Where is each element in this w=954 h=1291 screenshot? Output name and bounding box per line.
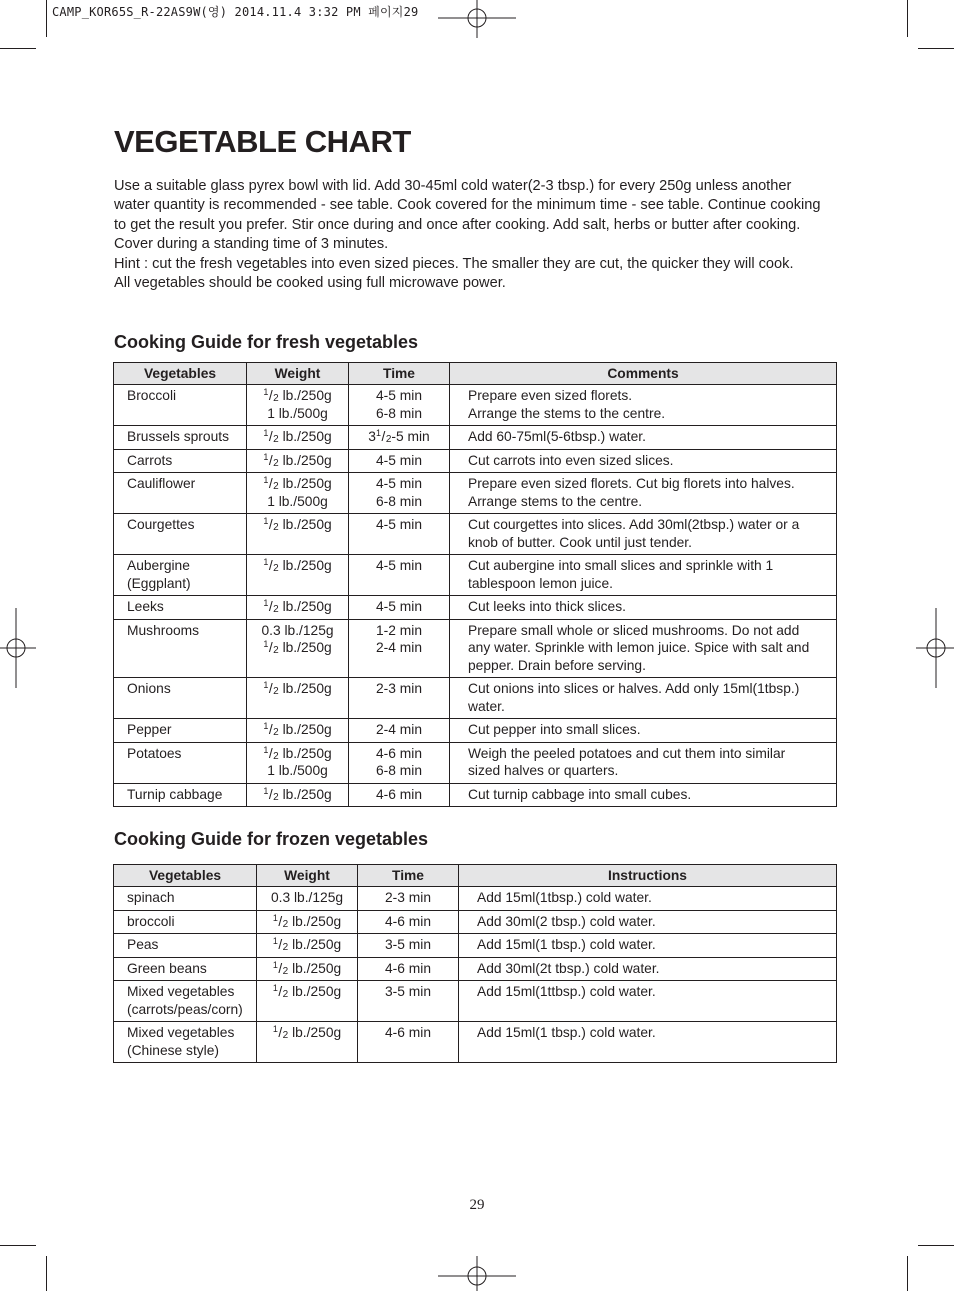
vegetable-cell bbox=[114, 742, 247, 783]
half-fraction-glyph: $^1/_2$ bbox=[263, 744, 279, 762]
comment-line: Cut aubergine into small slices and sprinkle with 1 bbox=[468, 558, 774, 573]
time-value: 1-2 min bbox=[375, 622, 422, 638]
half-fraction-glyph: $^1/_2$ bbox=[263, 639, 279, 656]
comment-line: Prepare small whole or sliced mushrooms. Do not add bbox=[468, 622, 800, 638]
comment-cell bbox=[459, 957, 837, 981]
time-cell bbox=[358, 934, 459, 958]
comment-line: Add 60-75ml(5-6tbsp.) water. bbox=[468, 429, 646, 444]
comment-line: pepper. Drain before serving. bbox=[468, 657, 646, 673]
comment-cell bbox=[450, 619, 837, 678]
table-row bbox=[114, 719, 837, 743]
table-row bbox=[114, 783, 837, 807]
crop-mark bbox=[46, 0, 47, 37]
vegetable-cell bbox=[114, 473, 247, 514]
time-value: 6-8 min bbox=[375, 493, 422, 509]
time-value: $3^1/_2-5$ min bbox=[368, 428, 430, 445]
weight-cell bbox=[247, 619, 349, 678]
half-fraction-glyph: $^1/_2$ bbox=[263, 516, 279, 533]
comment-cell bbox=[450, 783, 837, 807]
intro-hint: Hint : cut the fresh vegetables into even sized pieces. The smaller they are cut, the quicker they will cook. bbox=[114, 255, 794, 272]
comment-cell bbox=[450, 514, 837, 555]
intro-text bbox=[114, 177, 830, 293]
comment-line: Cut pepper into small slices. bbox=[468, 722, 641, 737]
time-value: 4-6 min bbox=[384, 1025, 431, 1040]
vegetable-cell bbox=[114, 934, 257, 958]
column-header-vegetables: Vegetables bbox=[114, 865, 257, 887]
vegetable-cell bbox=[114, 385, 247, 426]
comment-cell bbox=[450, 449, 837, 473]
table-row bbox=[114, 514, 837, 555]
time-cell bbox=[349, 719, 450, 743]
time-value: 3-5 min bbox=[384, 937, 431, 952]
weight-value: $^1/_2$ lb./250g bbox=[272, 983, 342, 1000]
weight-cell bbox=[257, 957, 358, 981]
time-cell bbox=[349, 783, 450, 807]
table-row bbox=[114, 1022, 837, 1063]
time-cell bbox=[349, 426, 450, 450]
comment-cell bbox=[450, 596, 837, 620]
comment-line: Prepare even sized florets. bbox=[468, 388, 633, 403]
time-cell bbox=[358, 957, 459, 981]
crop-mark bbox=[907, 1256, 908, 1291]
comment-line: Add 15ml(1ttbsp.) cold water. bbox=[477, 984, 656, 999]
comment-line: Arrange the stems to the centre. bbox=[468, 405, 666, 421]
vegetable-name: broccoli bbox=[127, 913, 175, 929]
comment-cell bbox=[450, 719, 837, 743]
time-cell bbox=[349, 555, 450, 596]
weight-cell bbox=[257, 887, 358, 911]
weight-cell bbox=[257, 934, 358, 958]
half-fraction-glyph: $^1/_2$ bbox=[263, 721, 279, 738]
time-value: 6-8 min bbox=[375, 405, 422, 421]
vegetable-name: Aubergine (Eggplant) bbox=[127, 558, 191, 591]
weight-value: 1 lb./500g bbox=[267, 763, 328, 778]
vegetable-cell bbox=[114, 555, 247, 596]
time-value: 2-3 min bbox=[375, 681, 422, 696]
time-value: 6-8 min bbox=[375, 763, 422, 778]
comment-line: knob of butter. Cook until just tender. bbox=[468, 534, 692, 550]
weight-value: $^1/_2$ lb./250g bbox=[263, 516, 332, 533]
comment-cell bbox=[459, 981, 837, 1022]
vegetable-cell bbox=[114, 981, 257, 1022]
time-value: 4-5 min bbox=[375, 517, 422, 532]
vegetable-cell bbox=[114, 719, 247, 743]
crop-mark bbox=[918, 48, 954, 49]
time-value: 4-6 min bbox=[384, 913, 431, 929]
column-header-time: Time bbox=[358, 865, 459, 887]
registration-mark-icon bbox=[916, 608, 954, 688]
table-row bbox=[114, 596, 837, 620]
weight-cell bbox=[257, 981, 358, 1022]
time-cell bbox=[349, 473, 450, 514]
half-fraction-glyph: $^1/_2$ bbox=[375, 428, 392, 445]
time-cell bbox=[358, 981, 459, 1022]
vegetable-name: Pepper bbox=[127, 722, 172, 737]
vegetable-cell bbox=[114, 910, 257, 934]
half-fraction-glyph: $^1/_2$ bbox=[263, 387, 279, 404]
time-cell bbox=[358, 1022, 459, 1063]
comment-line: Weigh the peeled potatoes and cut them into similar bbox=[468, 745, 786, 761]
weight-cell bbox=[247, 426, 349, 450]
comment-line: Cut courgettes into slices. Add 30ml(2tbsp.) water or a bbox=[468, 517, 800, 532]
half-fraction-glyph: $^1/_2$ bbox=[272, 912, 289, 930]
weight-value: 1 lb./500g bbox=[267, 405, 328, 421]
page-title: VEGETABLE CHART bbox=[114, 124, 411, 159]
vegetable-name: Peas bbox=[127, 937, 159, 952]
time-cell bbox=[349, 678, 450, 719]
vegetable-cell bbox=[114, 783, 247, 807]
comment-cell bbox=[450, 678, 837, 719]
comment-cell bbox=[459, 934, 837, 958]
weight-value: $^1/_2$ lb./250g bbox=[263, 744, 332, 762]
time-cell bbox=[349, 742, 450, 783]
table-header-row bbox=[114, 865, 837, 887]
comment-line: Add 30ml(2 tbsp.) cold water. bbox=[477, 913, 656, 929]
weight-value: 0.3 lb./125g bbox=[261, 622, 334, 638]
time-value: 2-4 min bbox=[375, 722, 422, 737]
half-fraction-glyph: $^1/_2$ bbox=[272, 983, 289, 1000]
half-fraction-glyph: $^1/_2$ bbox=[263, 428, 279, 445]
vegetable-name: Brussels sprouts bbox=[127, 429, 229, 444]
vegetable-name: spinach bbox=[127, 890, 175, 905]
table-row bbox=[114, 981, 837, 1022]
crop-mark bbox=[0, 48, 36, 49]
table-row bbox=[114, 742, 837, 783]
vegetable-name: Onions bbox=[127, 681, 171, 696]
comment-line: Arrange stems to the centre. bbox=[468, 493, 643, 509]
weight-cell bbox=[247, 514, 349, 555]
table-row bbox=[114, 934, 837, 958]
weight-cell bbox=[247, 596, 349, 620]
time-value: 2-3 min bbox=[384, 890, 431, 905]
weight-value: 0.3 lb./125g bbox=[270, 890, 344, 905]
half-fraction-glyph: $^1/_2$ bbox=[263, 451, 279, 469]
time-cell bbox=[349, 619, 450, 678]
intro-paragraph: Use a suitable glass pyrex bowl with lid. Add 30-45ml cold water(2-3 tbsp.) for every 250g unless another water quantity is recommended - see table. Cook covered for the minimum time - see table. Continue cooking to get the result you prefer. Stir once during and once after cooking. Add salt, herbs or butter after cooking. Cover during a standing time of 3 minutes. bbox=[114, 178, 821, 253]
half-fraction-glyph: $^1/_2$ bbox=[263, 598, 279, 615]
time-cell bbox=[358, 910, 459, 934]
weight-cell bbox=[257, 910, 358, 934]
half-fraction-glyph: $^1/_2$ bbox=[272, 959, 289, 977]
weight-value: $^1/_2$ lb./250g bbox=[263, 557, 332, 574]
comment-line: water. bbox=[468, 698, 505, 714]
frozen-guide-heading: Cooking Guide for frozen vegetables bbox=[114, 829, 429, 849]
table-row bbox=[114, 910, 837, 934]
time-value: 4-5 min bbox=[375, 599, 422, 614]
table-row bbox=[114, 678, 837, 719]
table-row bbox=[114, 449, 837, 473]
half-fraction-glyph: $^1/_2$ bbox=[272, 1024, 289, 1041]
weight-value: $^1/_2$ lb./250g bbox=[263, 639, 332, 656]
comment-line: Add 15ml(1tbsp.) cold water. bbox=[477, 890, 652, 905]
weight-cell bbox=[257, 1022, 358, 1063]
comment-line: Cut onions into slices or halves. Add only 15ml(1tbsp.) bbox=[468, 681, 800, 696]
weight-cell bbox=[247, 449, 349, 473]
weight-value: $^1/_2$ lb./250g bbox=[263, 428, 332, 445]
weight-value: $^1/_2$ lb./250g bbox=[272, 1024, 342, 1041]
fresh-vegetables-table bbox=[113, 362, 837, 807]
time-value: 3-5 min bbox=[384, 984, 431, 999]
weight-value: $^1/_2$ lb./250g bbox=[263, 475, 332, 492]
table-header-row bbox=[114, 363, 837, 385]
weight-cell bbox=[247, 555, 349, 596]
weight-value: $^1/_2$ lb./250g bbox=[263, 451, 332, 469]
vegetable-cell bbox=[114, 619, 247, 678]
weight-value: $^1/_2$ lb./250g bbox=[272, 936, 342, 953]
weight-cell bbox=[247, 385, 349, 426]
weight-value: $^1/_2$ lb./250g bbox=[263, 680, 332, 697]
vegetable-name: Broccoli bbox=[127, 388, 177, 403]
table-row bbox=[114, 426, 837, 450]
vegetable-cell bbox=[114, 426, 247, 450]
print-header: CAMP_KOR65S_R-22AS9W(영) 2014.11.4 3:32 PM 페이지29 bbox=[52, 5, 419, 19]
vegetable-name: Cauliflower bbox=[127, 476, 196, 491]
table-row bbox=[114, 957, 837, 981]
weight-value: 1 lb./500g bbox=[267, 493, 328, 509]
time-cell bbox=[349, 596, 450, 620]
comment-cell bbox=[459, 1022, 837, 1063]
time-value: 4-5 min bbox=[375, 476, 422, 491]
time-value: 4-6 min bbox=[375, 745, 422, 761]
comment-line: any water. Sprinkle with lemon juice. Spice with salt and bbox=[468, 640, 810, 655]
half-fraction-glyph: $^1/_2$ bbox=[263, 680, 279, 697]
comment-cell bbox=[450, 385, 837, 426]
comment-line: tablespoon lemon juice. bbox=[468, 575, 613, 591]
comment-cell bbox=[450, 426, 837, 450]
half-fraction-glyph: $^1/_2$ bbox=[272, 936, 289, 953]
table-row bbox=[114, 555, 837, 596]
weight-value: $^1/_2$ lb./250g bbox=[272, 959, 342, 977]
column-header-time: Time bbox=[349, 363, 450, 385]
intro-power-note: All vegetables should be cooked using full microwave power. bbox=[114, 275, 506, 292]
weight-value: $^1/_2$ lb./250g bbox=[263, 721, 332, 738]
time-cell bbox=[349, 514, 450, 555]
crop-mark bbox=[907, 0, 908, 37]
frozen-vegetables-table bbox=[113, 864, 837, 1063]
comment-line: sized halves or quarters. bbox=[468, 763, 619, 778]
table-row bbox=[114, 385, 837, 426]
comment-line: Cut carrots into even sized slices. bbox=[468, 452, 674, 468]
page-number: 29 bbox=[469, 1197, 485, 1213]
time-cell bbox=[349, 385, 450, 426]
weight-value: $^1/_2$ lb./250g bbox=[263, 387, 332, 404]
weight-cell bbox=[247, 742, 349, 783]
table-row bbox=[114, 619, 837, 678]
column-header-comments: Comments bbox=[450, 363, 837, 385]
vegetable-cell bbox=[114, 514, 247, 555]
time-cell bbox=[349, 449, 450, 473]
weight-value: $^1/_2$ lb./250g bbox=[263, 598, 332, 615]
comment-line: Cut leeks into thick slices. bbox=[468, 599, 626, 614]
column-header-weight: Weight bbox=[247, 363, 349, 385]
vegetable-cell bbox=[114, 887, 257, 911]
comment-cell bbox=[459, 910, 837, 934]
vegetable-name: Carrots bbox=[127, 452, 173, 468]
time-value: 4-5 min bbox=[375, 558, 422, 573]
comment-line: Add 15ml(1 tbsp.) cold water. bbox=[477, 937, 656, 952]
half-fraction-glyph: $^1/_2$ bbox=[263, 557, 279, 574]
comment-cell bbox=[450, 473, 837, 514]
comment-cell bbox=[450, 742, 837, 783]
time-value: 2-4 min bbox=[375, 640, 422, 655]
comment-cell bbox=[450, 555, 837, 596]
column-header-weight: Weight bbox=[257, 865, 358, 887]
vegetable-name: Green beans bbox=[127, 960, 207, 976]
half-fraction-glyph: $^1/_2$ bbox=[263, 475, 279, 492]
time-value: 4-5 min bbox=[375, 452, 422, 468]
comment-line: Add 15ml(1 tbsp.) cold water. bbox=[477, 1025, 656, 1040]
weight-cell bbox=[247, 473, 349, 514]
registration-mark-icon bbox=[438, 1256, 516, 1291]
comment-line: Prepare even sized florets. Cut big florets into halves. bbox=[468, 476, 795, 491]
table-row bbox=[114, 473, 837, 514]
time-value: 4-6 min bbox=[375, 786, 422, 802]
weight-cell bbox=[247, 678, 349, 719]
weight-value: $^1/_2$ lb./250g bbox=[272, 912, 342, 930]
registration-mark-icon bbox=[0, 608, 36, 688]
column-header-instructions: Instructions bbox=[459, 865, 837, 887]
half-fraction-glyph: $^1/_2$ bbox=[263, 785, 279, 803]
column-header-vegetables: Vegetables bbox=[114, 363, 247, 385]
vegetable-name: Turnip cabbage bbox=[127, 786, 223, 802]
comment-line: Add 30ml(2t tbsp.) cold water. bbox=[477, 960, 660, 976]
crop-mark bbox=[918, 1245, 954, 1246]
table-row bbox=[114, 887, 837, 911]
vegetable-cell bbox=[114, 957, 257, 981]
crop-mark bbox=[0, 1245, 36, 1246]
vegetable-name: Courgettes bbox=[127, 517, 195, 532]
vegetable-name: Mushrooms bbox=[127, 622, 200, 638]
vegetable-name: Mixed vegetables (carrots/peas/corn) bbox=[127, 984, 243, 1017]
comment-line: Cut turnip cabbage into small cubes. bbox=[468, 786, 692, 802]
vegetable-cell bbox=[114, 596, 247, 620]
registration-mark-icon bbox=[438, 0, 516, 38]
time-value: 4-6 min bbox=[384, 960, 431, 976]
fresh-guide-heading: Cooking Guide for fresh vegetables bbox=[114, 332, 419, 352]
weight-value: $^1/_2$ lb./250g bbox=[263, 785, 332, 803]
comment-cell bbox=[459, 887, 837, 911]
vegetable-name: Mixed vegetables (Chinese style) bbox=[127, 1025, 235, 1058]
vegetable-cell bbox=[114, 449, 247, 473]
vegetable-name: Potatoes bbox=[127, 745, 182, 761]
time-value: 4-5 min bbox=[375, 388, 422, 403]
crop-mark bbox=[46, 1256, 47, 1291]
time-cell bbox=[358, 887, 459, 911]
weight-cell bbox=[247, 783, 349, 807]
vegetable-cell bbox=[114, 1022, 257, 1063]
vegetable-name: Leeks bbox=[127, 599, 164, 614]
vegetable-cell bbox=[114, 678, 247, 719]
weight-cell bbox=[247, 719, 349, 743]
